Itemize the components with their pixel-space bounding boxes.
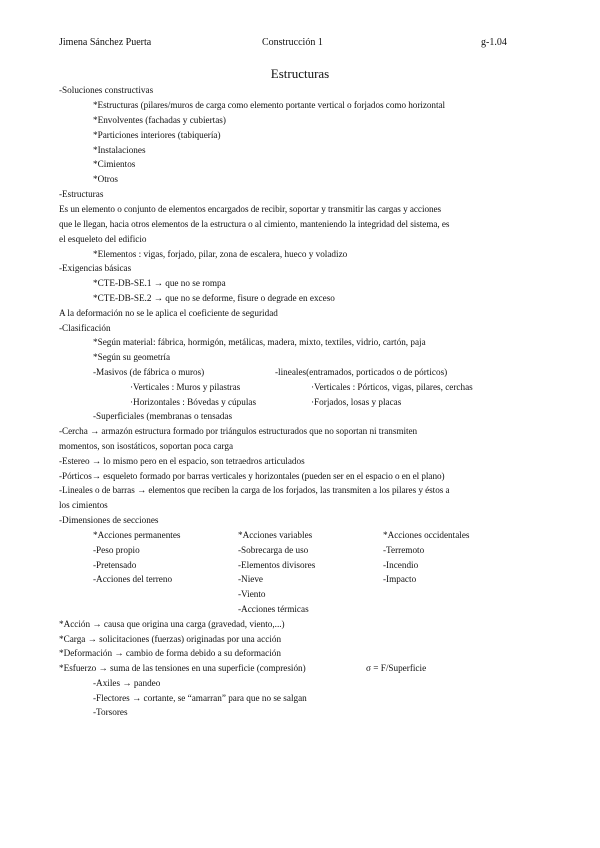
text-line: -Flectores → cortante, se “amarran” para que no se salgan <box>93 693 307 703</box>
text-line: ·Verticales : Pórticos, vigas, pilares, cerchas <box>311 382 473 392</box>
text-line: -Sobrecarga de uso <box>238 545 309 555</box>
text-line: *Esfuerzo → suma de las tensiones en una superficie (compresión) <box>59 663 306 673</box>
text-line: *Según su geometría <box>93 352 171 362</box>
text-line: *Acciones variables <box>238 530 313 540</box>
text-line: -Estructuras <box>59 189 104 199</box>
text-line: -Cercha → armazón estructura formado por triángulos estructurados que no soportan ni transmiten <box>59 426 418 436</box>
text-line: -Elementos divisores <box>238 560 316 570</box>
header-subject: Construcción 1 <box>262 37 323 48</box>
text-line: ·Horizontales : Bóvedas y cúpulas <box>130 397 257 407</box>
text-line: *Deformación → cambio de forma debido a su deformación <box>59 648 281 658</box>
text-line: -Acciones del terreno <box>93 574 173 584</box>
text-line: *Carga → solicitaciones (fuerzas) originadas por una acción <box>59 634 282 644</box>
text-line: -Exigencias básicas <box>59 263 132 273</box>
text-line: *Acciones permanentes <box>93 530 181 540</box>
text-line: Es un elemento o conjunto de elementos encargados de recibir, soportar y transmitir las cargas y acciones <box>59 204 442 214</box>
text-line: *Instalaciones <box>93 145 146 155</box>
text-line: los cimientos <box>59 500 108 510</box>
text-line: ·Verticales : Muros y pilastras <box>130 382 241 392</box>
text-line: -Peso propio <box>93 545 140 555</box>
text-line: que le llegan, hacia otros elementos de la estructura o al cimiento, manteniendo la integridad del sistema, es <box>59 219 450 229</box>
text-line: *Cimientos <box>93 159 136 169</box>
text-line: -Lineales o de barras → elementos que reciben la carga de los forjados, las transmiten a los pilares y éstos a <box>59 485 450 495</box>
text-line: *CTE-DB-SE.1 → que no se rompa <box>93 278 226 288</box>
text-line: -Masivos (de fábrica o muros) <box>93 367 205 377</box>
text-line: -Impacto <box>383 574 417 584</box>
text-line: el esqueleto del edificio <box>59 234 147 244</box>
text-line: *Según material: fábrica, hormigón, metálicas, madera, mixto, textiles, vidrio, cartón, paja <box>93 337 426 347</box>
text-line: -Superficiales (membranas o tensadas <box>93 411 233 421</box>
text-line: *Acciones occidentales <box>383 530 470 540</box>
text-line: ·Forjados, losas y placas <box>311 397 402 407</box>
text-line: σ = F/Superficie <box>366 663 427 673</box>
text-line: -Soluciones constructivas <box>59 85 154 95</box>
text-line: momentos, son isostáticos, soportan poca carga <box>59 441 234 451</box>
text-line: -Pórticos→ esqueleto formado por barras verticales y horizontales (pueden ser en el espacio o en el plano) <box>59 471 445 481</box>
text-line: -Terremoto <box>383 545 425 555</box>
text-line: -Incendio <box>383 560 419 570</box>
text-line: -Clasificación <box>59 323 111 333</box>
text-line: *Elementos : vigas, forjado, pilar, zona de escalera, hueco y voladizo <box>93 249 348 259</box>
header-author: Jimena Sánchez Puerta <box>59 37 152 48</box>
text-line: -lineales(entramados, porticados o de pórticos) <box>275 367 448 377</box>
text-line: -Nieve <box>238 574 263 584</box>
header-code: g-1.04 <box>481 37 507 48</box>
page-title: Estructuras <box>270 66 330 81</box>
text-line: -Estereo → lo mismo pero en el espacio, son tetraedros articulados <box>59 456 305 466</box>
text-line: A la deformación no se le aplica el coeficiente de seguridad <box>59 308 278 318</box>
text-line: *CTE-DB-SE.2 → que no se deforme, fisure o degrade en exceso <box>93 293 335 303</box>
text-line: *Envolventes (fachadas y cubiertas) <box>93 115 226 125</box>
text-line: *Estructuras (pilares/muros de carga como elemento portante vertical o forjados como horizontal <box>93 100 445 110</box>
text-line: *Otros <box>93 174 119 184</box>
text-line: -Pretensado <box>93 560 137 570</box>
text-line: *Particiones interiores (tabiquería) <box>93 130 221 140</box>
text-line: -Torsores <box>93 707 128 717</box>
text-line: -Dimensiones de secciones <box>59 515 159 525</box>
text-line: -Viento <box>238 589 266 599</box>
text-line: *Acción → causa que origina una carga (gravedad, viento,...) <box>59 619 285 629</box>
text-line: -Axiles → pandeo <box>93 678 161 688</box>
text-line: -Acciones térmicas <box>238 604 309 614</box>
